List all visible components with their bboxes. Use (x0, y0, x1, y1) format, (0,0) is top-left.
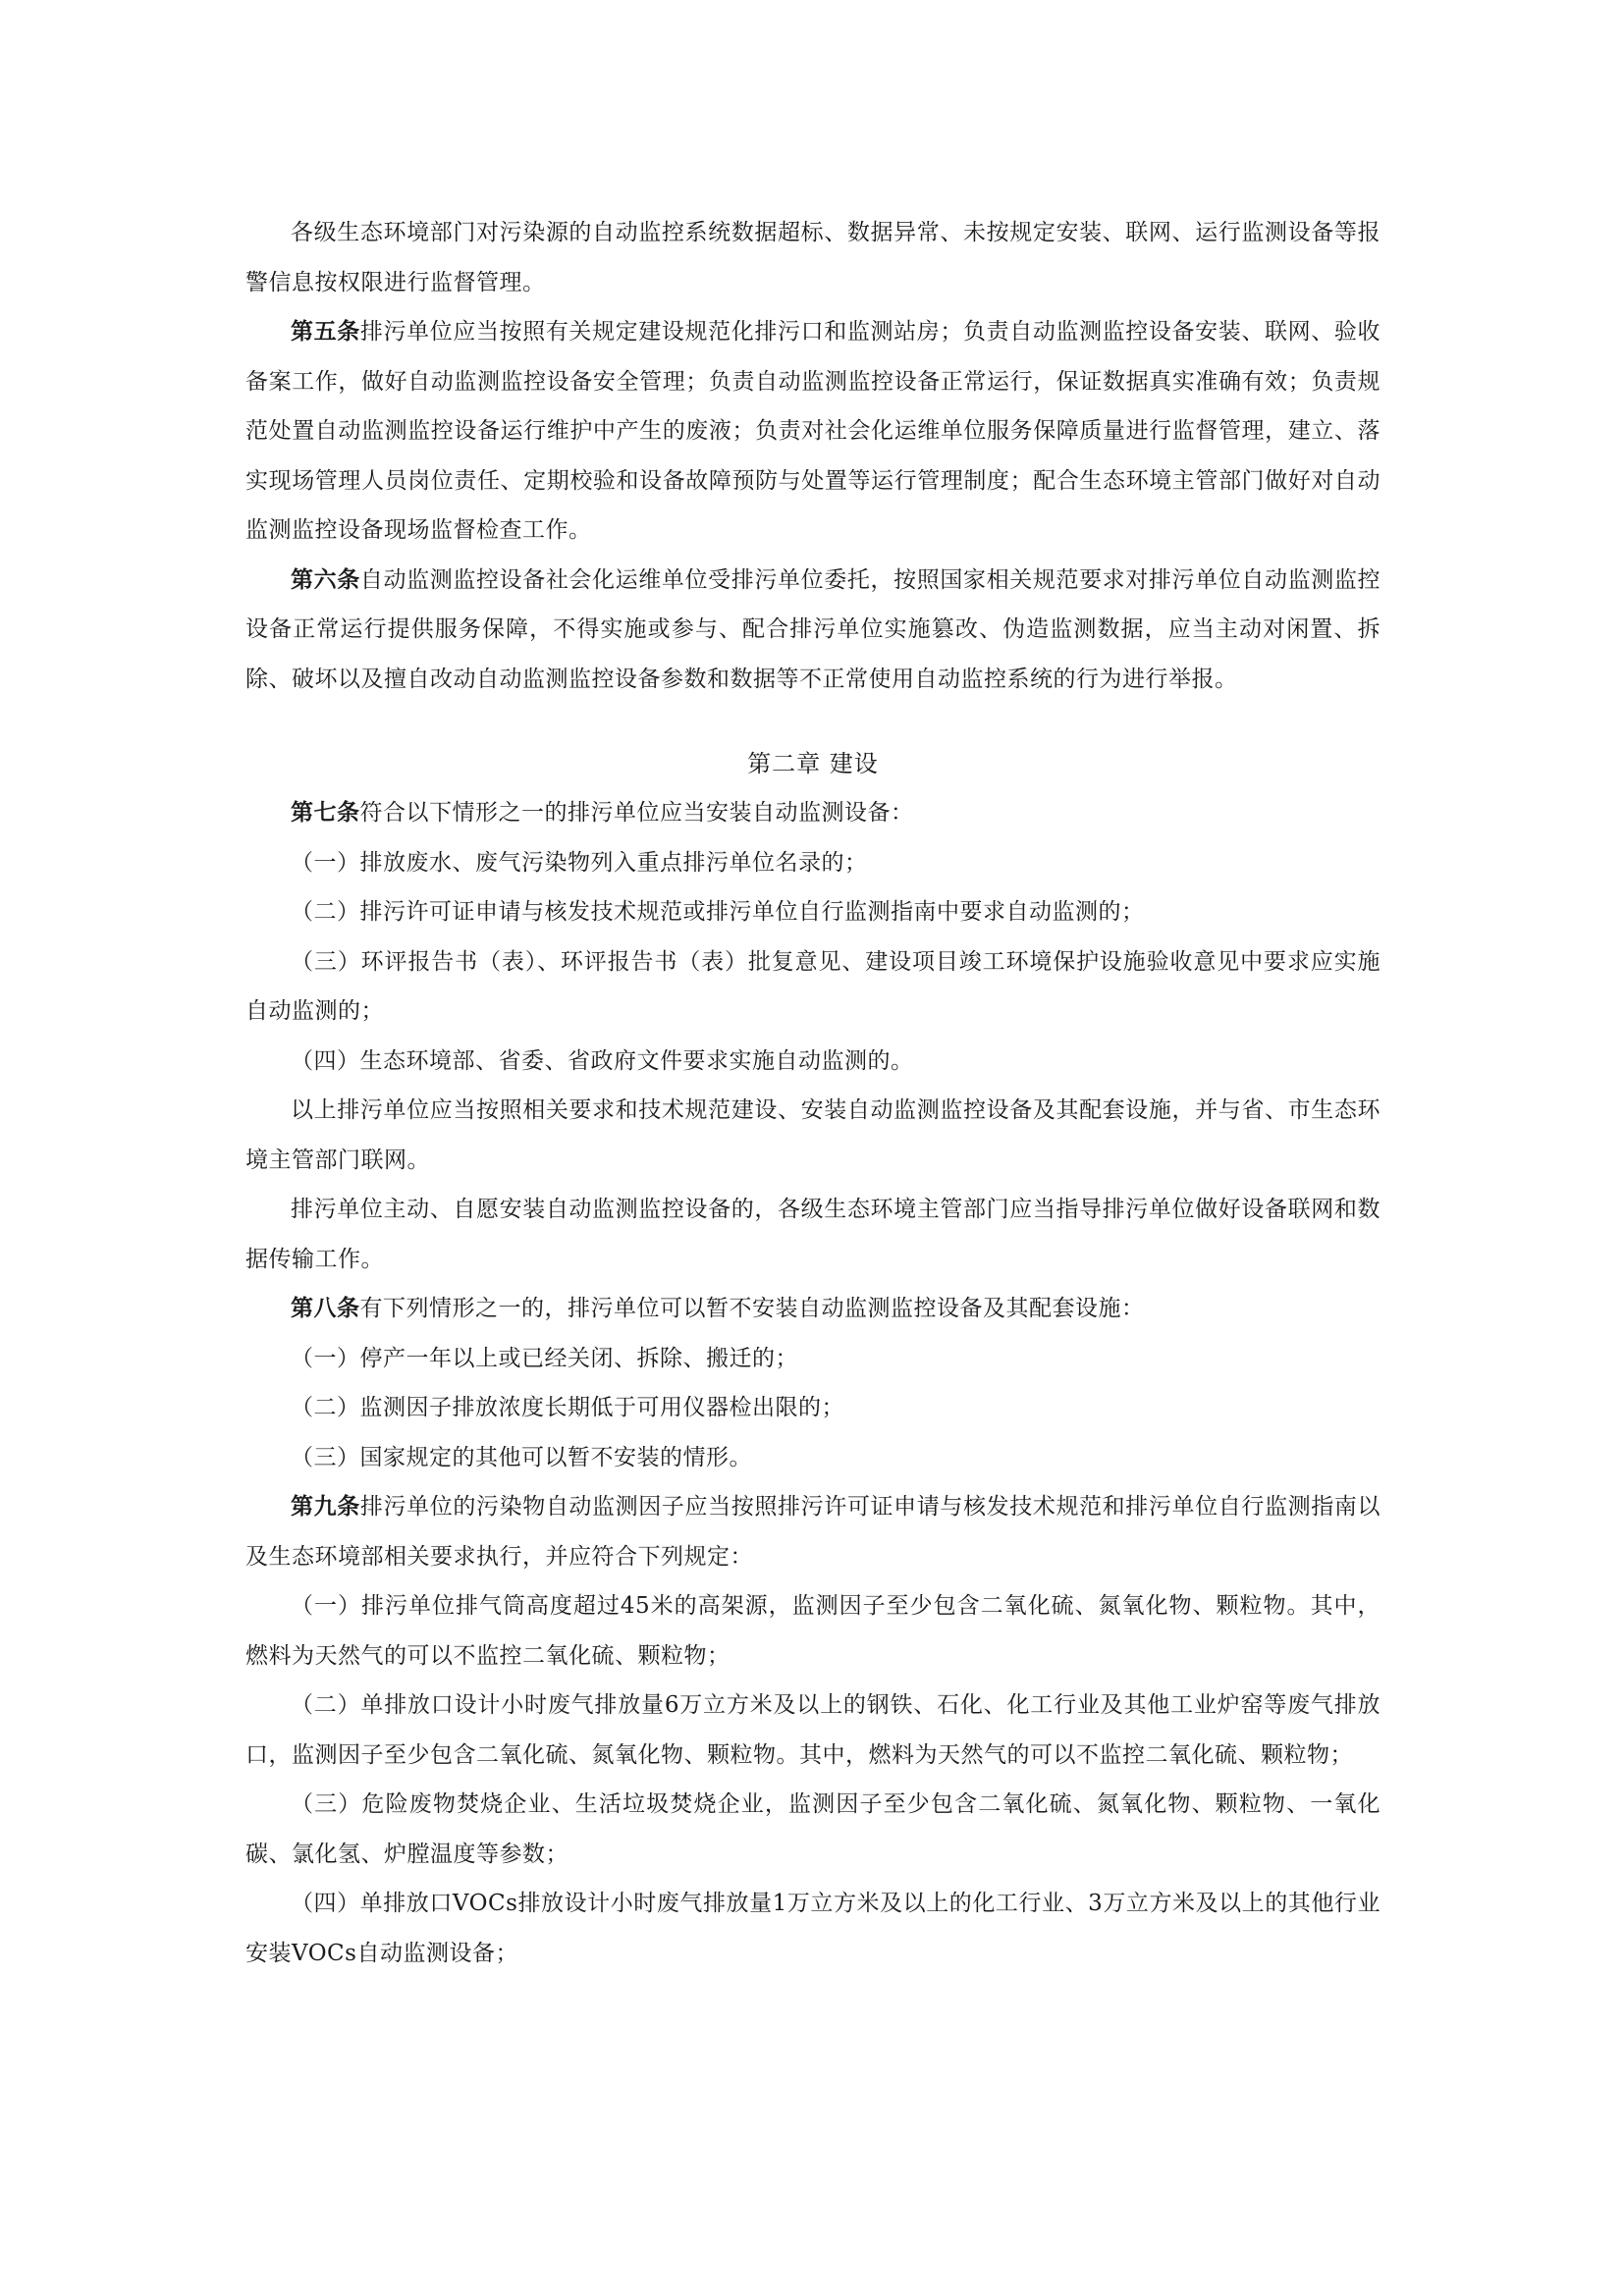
paragraph-text: （二）排污许可证申请与核发技术规范或排污单位自行监测指南中要求自动监测的； (291, 899, 1145, 925)
paragraph-text: （二）监测因子排放浓度长期低于可用仪器检出限的； (291, 1395, 844, 1420)
article-number: 第八条 (291, 1296, 360, 1321)
body-paragraph (245, 887, 1380, 937)
paragraph-text: 自动监测监控设备社会化运维单位受排污单位委托，按照国家相关规范要求对排污单位自动监测监控设备正常运行提供服务保障，不得实施或参与、配合排污单位实施篡改、伪造监测数据，应当主动对闲置、拆除、破坏以及擅自改动自动监测监控设备参数和数据等不正常使用自动监控系统的行为进行举报。 (245, 566, 1381, 692)
paragraph-text: （三）环评报告书（表）、环评报告书（表）批复意见、建设项目竣工环境保护设施验收意见中要求应实施自动监测的； (245, 948, 1380, 1024)
body-paragraph (245, 1037, 1380, 1087)
paragraph-text: （一）排放废水、废气污染物列入重点排污单位名录的； (291, 849, 868, 876)
paragraph-text: （三）国家规定的其他可以暂不安装的情形。 (291, 1444, 752, 1470)
chapter-title: 第二章 建设 (747, 750, 879, 777)
body-paragraph (245, 1383, 1380, 1433)
paragraph-text: 排污单位主动、自愿安装自动监测监控设备的，各级生态环境主管部门应当指导排污单位做好设备联网和数据传输工作。 (245, 1197, 1380, 1272)
paragraph-text: （一）停产一年以上或已经关闭、拆除、搬迁的； (291, 1345, 798, 1371)
paragraph-text: （一）排污单位排气筒高度超过45米的高架源，监测因子至少包含二氧化硫、氮氧化物、颗粒物。其中，燃料为天然气的可以不监控二氧化硫、颗粒物； (245, 1593, 1380, 1669)
paragraph-text: （四）生态环境部、省委、省政府文件要求实施自动监测的。 (291, 1047, 914, 1074)
article-paragraph (245, 1482, 1380, 1581)
body-paragraph (245, 1185, 1380, 1284)
body-paragraph (245, 937, 1380, 1037)
article-paragraph (245, 1284, 1380, 1334)
body-paragraph (245, 1780, 1380, 1879)
body-paragraph (245, 1681, 1380, 1780)
article-number: 第九条 (291, 1494, 360, 1520)
paragraph-text: （二）单排放口设计小时废气排放量6万立方米及以上的钢铁、石化、化工行业及其他工业炉窑等废气排放口，监测因子至少包含二氧化硫、氮氧化物、颗粒物。其中，燃料为天然气的可以不监控二氧化硫、颗粒物； (245, 1692, 1380, 1768)
article-paragraph (245, 788, 1380, 838)
section-before-chapter (245, 208, 1380, 704)
paragraph-text: 以上排污单位应当按照相关要求和技术规范建设、安装自动监测监控设备及其配套设施，并与省、市生态环境主管部门联网。 (245, 1097, 1380, 1173)
article-number: 第六条 (291, 566, 360, 593)
section-chapter-two (245, 788, 1380, 1978)
paragraph-text: 有下列情形之一的，排污单位可以暂不安装自动监测监控设备及其配套设施： (359, 1296, 1145, 1321)
body-paragraph (245, 1581, 1380, 1681)
paragraph-text: （三）危险废物焚烧企业、生活垃圾焚烧企业，监测因子至少包含二氧化硫、氮氧化物、颗粒物、一氧化碳、氯化氢、炉膛温度等参数； (245, 1791, 1380, 1867)
article-paragraph (245, 556, 1380, 705)
paragraph-text: （四）单排放口VOCs排放设计小时废气排放量1万立方米及以上的化工行业、3万立方米及以上的其他行业安装VOCs自动监测设备； (245, 1891, 1380, 1966)
body-paragraph (245, 1433, 1380, 1483)
article-number: 第七条 (291, 800, 360, 826)
body-paragraph (245, 1086, 1380, 1185)
article-number: 第五条 (291, 319, 360, 345)
document-page (245, 208, 1380, 1978)
body-paragraph (245, 1879, 1380, 1978)
paragraph-text: 排污单位的污染物自动监测因子应当按照排污许可证申请与核发技术规范和排污单位自行监测指南以及生态环境部相关要求执行，并应符合下列规定： (245, 1494, 1381, 1570)
body-paragraph (245, 208, 1380, 307)
article-paragraph (245, 307, 1380, 556)
paragraph-text: 排污单位应当按照有关规定建设规范化排污口和监测站房；负责自动监测监控设备安装、联网、验收备案工作，做好自动监测监控设备安全管理；负责自动监测监控设备正常运行，保证数据真实准确有效；负责规范处置自动监测监控设备运行维护中产生的废液；负责对社会化运维单位服务保障质量进行监督管理，建立、落实现场管理人员岗位责任、定期校验和设备故障预防与处置等运行管理制度；配合生态环境主管部门做好对自动监测监控设备现场监督检查工作。 (245, 319, 1381, 543)
paragraph-text: 符合以下情形之一的排污单位应当安装自动监测设备： (359, 800, 914, 826)
body-paragraph (245, 1334, 1380, 1384)
body-paragraph (245, 838, 1380, 888)
paragraph-text: 各级生态环境部门对污染源的自动监控系统数据超标、数据异常、未按规定安装、联网、运行监测设备等报警信息按权限进行监督管理。 (245, 220, 1380, 295)
